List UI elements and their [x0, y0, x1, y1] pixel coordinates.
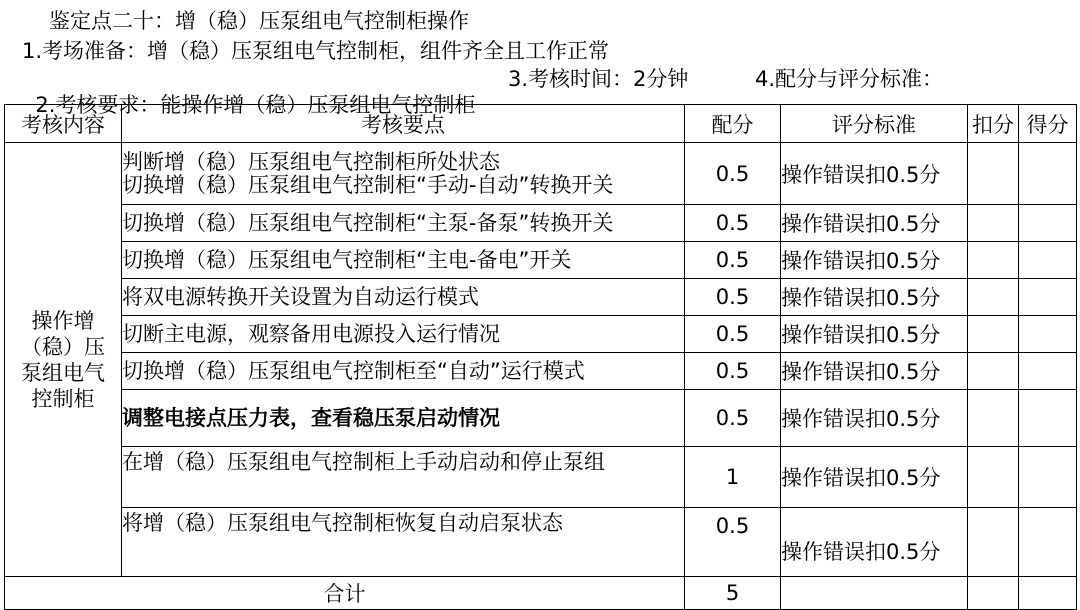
key-point-cell: 调整电接点压力表，查看稳压泵启动情况 — [122, 390, 685, 447]
deduct-cell — [968, 205, 1019, 242]
category-line: 操作增 — [31, 308, 95, 333]
score-cell: 0.5 — [685, 390, 781, 447]
score-cell: 0.5 — [685, 143, 781, 205]
score-cell: 1 — [685, 447, 781, 508]
standard-cell: 操作错误扣0.5分 — [781, 143, 968, 205]
deduct-cell — [968, 316, 1019, 353]
score-cell: 0.5 — [685, 279, 781, 316]
scoring-standard-heading: 4.配分与评分标准： — [755, 67, 944, 91]
got-cell — [1019, 353, 1077, 390]
table-row — [5, 508, 1077, 577]
table-row — [5, 390, 1077, 447]
header-deduct: 扣分 — [968, 105, 1019, 143]
table-row — [5, 242, 1077, 279]
key-point-cell: 将双电源转换开关设置为自动运行模式 — [122, 279, 685, 316]
category-line: 控制柜 — [31, 386, 95, 411]
header-got: 得分 — [1019, 105, 1077, 143]
deduct-cell — [968, 279, 1019, 316]
document-title: 鉴定点二十：增（稳）压泵组电气控制柜操作 — [49, 9, 469, 33]
total-label: 合计 — [5, 577, 685, 610]
key-point-cell: 切换增（稳）压泵组电气控制柜至“自动”运行模式 — [122, 353, 685, 390]
key-point-cell: 切换增（稳）压泵组电气控制柜“主泵-备泵”转换开关 — [122, 205, 685, 242]
table-row — [5, 316, 1077, 353]
standard-cell: 操作错误扣0.5分 — [781, 316, 968, 353]
table-row — [5, 279, 1077, 316]
key-point-line: 切换增（稳）压泵组电气控制柜“手动-自动”转换开关 — [122, 172, 614, 197]
standard-cell: 操作错误扣0.5分 — [781, 279, 968, 316]
standard-cell: 操作错误扣0.5分 — [781, 353, 968, 390]
score-cell: 0.5 — [685, 242, 781, 279]
key-point-cell: 在增（稳）压泵组电气控制柜上手动启动和停止泵组 — [122, 447, 685, 508]
score-cell: 0.5 — [685, 205, 781, 242]
got-cell — [1019, 205, 1077, 242]
standard-cell: 操作错误扣0.5分 — [781, 205, 968, 242]
exam-time: 3.考核时间：2分钟 — [508, 67, 689, 91]
key-point-cell: 切断主电源，观察备用电源投入运行情况 — [122, 316, 685, 353]
total-row — [5, 577, 1077, 610]
got-cell — [1019, 143, 1077, 205]
deduct-cell — [968, 390, 1019, 447]
key-point-cell — [122, 143, 685, 205]
deduct-cell — [968, 353, 1019, 390]
exam-preparation-line: 1.考场准备：增（稳）压泵组电气控制柜，组件齐全且工作正常 — [22, 39, 610, 63]
total-got — [1019, 577, 1077, 610]
category-line: （稳）压 — [21, 334, 105, 359]
header-key-point: 考核要点 — [122, 105, 685, 143]
standard-cell: 操作错误扣0.5分 — [781, 390, 968, 447]
total-deduct — [968, 577, 1019, 610]
total-standard — [781, 577, 968, 610]
standard-cell: 操作错误扣0.5分 — [781, 242, 968, 279]
score-cell: 0.5 — [685, 508, 781, 577]
scoring-table — [4, 104, 1077, 610]
key-point-cell: 将增（稳）压泵组电气控制柜恢复自动启泵状态 — [122, 508, 685, 577]
deduct-cell — [968, 143, 1019, 205]
got-cell — [1019, 279, 1077, 316]
table-row — [5, 447, 1077, 508]
score-cell: 0.5 — [685, 316, 781, 353]
deduct-cell — [968, 508, 1019, 577]
header-content: 考核内容 — [5, 105, 122, 143]
got-cell — [1019, 316, 1077, 353]
got-cell — [1019, 508, 1077, 577]
deduct-cell — [968, 242, 1019, 279]
standard-cell: 操作错误扣0.5分 — [781, 508, 968, 577]
key-point-cell: 切换增（稳）压泵组电气控制柜“主电-备电”开关 — [122, 242, 685, 279]
score-cell: 0.5 — [685, 353, 781, 390]
standard-cell: 操作错误扣0.5分 — [781, 447, 968, 508]
header-standard: 评分标准 — [781, 105, 968, 143]
got-cell — [1019, 390, 1077, 447]
exam-requirement: 2.考核要求：能操作增（稳）压泵组电气控制柜 — [35, 93, 476, 117]
deduct-cell — [968, 447, 1019, 508]
got-cell — [1019, 447, 1077, 508]
category-line: 泵组电气 — [21, 360, 105, 385]
table-row — [5, 143, 1077, 205]
total-score: 5 — [685, 577, 781, 610]
got-cell — [1019, 242, 1077, 279]
table-row — [5, 205, 1077, 242]
header-score: 配分 — [685, 105, 781, 143]
key-point-line: 判断增（稳）压泵组电气控制柜所处状态 — [122, 149, 500, 174]
table-row — [5, 353, 1077, 390]
table-header-row — [5, 105, 1077, 143]
category-cell — [5, 143, 122, 577]
